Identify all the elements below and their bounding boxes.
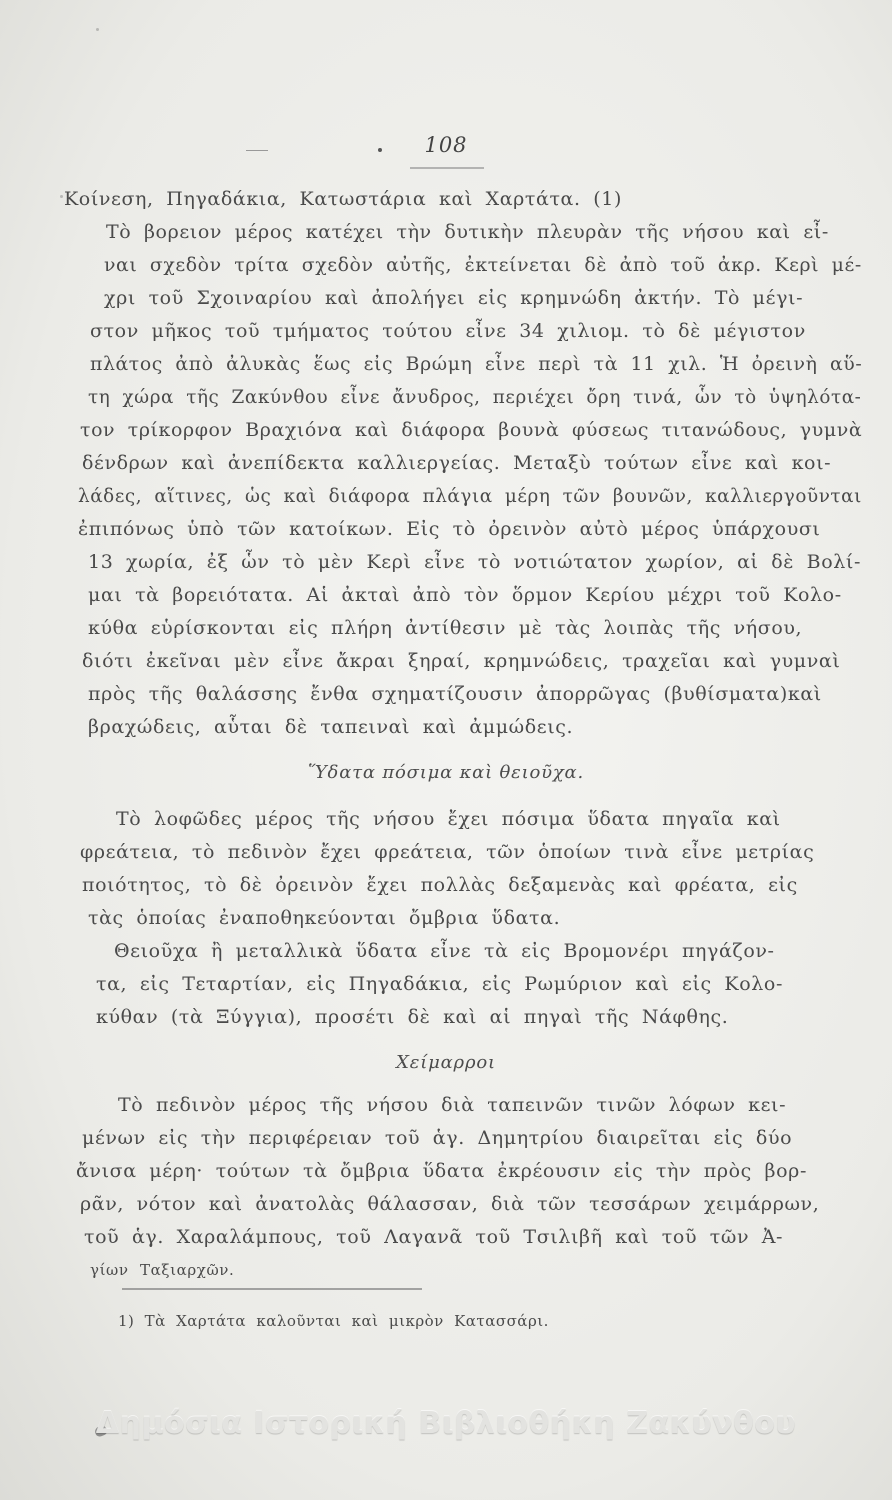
text-line: ποιότητος, τὸ δὲ ὀρεινὸν ἔχει πολλὰς δεξαμενὰς καὶ φρέατα, εἰς [82, 874, 798, 896]
footnote-rule [122, 1288, 422, 1290]
text-line: γίων Ταξιαρχῶν. [90, 1261, 235, 1279]
footnote: 1) Τὰ Χαρτάτα καλοῦνται καὶ μικρὸν Κατασσάρι. [118, 1312, 549, 1330]
text-line: τον τρίκορφον Βραχιόνα καὶ διάφορα βουνὰ φύσεως τιτανώδους, γυμνὰ [80, 419, 863, 441]
text-line: μένων εἰς τὴν περιφέρειαν τοῦ ἁγ. Δημητρίου διαιρεῖται εἰς δύο [82, 1127, 793, 1149]
text-line: ρᾶν, νότον καὶ ἀνατολὰς θάλασσαν, διὰ τῶν τεσσάρων χειμάρρων, [80, 1193, 820, 1215]
paper-speck [60, 195, 63, 198]
text-line: κύθαν (τὰ Ξύγγια), προσέτι δὲ καὶ αἱ πηγαὶ τῆς Νάφθης. [96, 1006, 729, 1028]
text-line: πλάτος ἀπὸ ἀλυκὰς ἕως εἰς Βρώμη εἶνε περὶ τὰ 11 χιλ. Ἡ ὀρεινὴ αὕ- [90, 353, 863, 375]
text-line: Θειοῦχα ἢ μεταλλικὰ ὕδατα εἶνε τὰ εἰς Βρομονέρι πηγάζον- [114, 940, 775, 962]
library-watermark: Δημόσια Ιστορική Βιβλιοθήκη Ζακύνθου [95, 1406, 797, 1441]
text-line: στον μῆκος τοῦ τμήματος τούτου εἶνε 34 χιλιομ. τὸ δὲ μέγιστον [90, 320, 806, 342]
page-number-underline [410, 167, 484, 169]
text-line: βραχώδεις, αὗται δὲ ταπειναὶ καὶ ἀμμώδεις. [88, 716, 574, 738]
paper-speck [96, 28, 99, 31]
text-line: ἄνισα μέρη· τούτων τὰ ὄμβρια ὕδατα ἐκρέουσιν εἰς τὴν πρὸς βορ- [76, 1160, 807, 1182]
text-line: τα, εἰς Τεταρτίαν, εἰς Πηγαδάκια, εἰς Ρωμύριον καὶ εἰς Κολο- [96, 973, 783, 995]
text-line: 13 χωρία, ἐξ ὧν τὸ μὲν Κερὶ εἶνε τὸ νοτιώτατον χωρίον, αἱ δὲ Βολί- [88, 551, 861, 573]
text-line: μαι τὰ βορειότατα. Αἱ ἀκταὶ ἀπὸ τὸν ὅρμον Κερίου μέχρι τοῦ Κολο- [88, 584, 842, 606]
text-line: πρὸς τῆς θαλάσσης ἔνθα σχηματίζουσιν ἀπορρῶγας (βυθίσματα)καὶ [88, 683, 822, 705]
text-line: δένδρων καὶ ἀνεπίδεκτα καλλιεργείας. Μεταξὺ τούτων εἶνε καὶ κοι- [82, 452, 832, 474]
text-line: Τὸ λοφῶδες μέρος τῆς νήσου ἔχει πόσιμα ὕδατα πηγαῖα καὶ [116, 808, 781, 830]
text-line: Κοίνεση, Πηγαδάκια, Κατωστάρια καὶ Χαρτάτα. (1) [64, 188, 622, 210]
text-line: τη χώρα τῆς Ζακύνθου εἶνε ἄνυδρος, περιέχει ὄρη τινά, ὧν τὸ ὑψηλότα- [88, 386, 862, 408]
section-heading: Ὕδατα πόσιμα καὶ θειοῦχα. [307, 762, 585, 783]
text-line: τὰς ὁποίας ἐναποθηκεύονται ὄμβρια ὕδατα. [88, 907, 561, 929]
text-line: φρεάτεια, τὸ πεδινὸν ἔχει φρεάτεια, τῶν ὁποίων τινὰ εἶνε μετρίας [80, 841, 815, 863]
text-line: Τὸ βορειον μέρος κατέχει τὴν δυτικὴν πλευρὰν τῆς νήσου καὶ εἶ- [106, 221, 829, 243]
page-number: 108 [424, 133, 468, 157]
text-line: λάδες, αἵτινες, ὡς καὶ διάφορα πλάγια μέρη τῶν βουνῶν, καλλιεργοῦνται [78, 485, 862, 507]
text-line: διότι ἐκεῖναι μὲν εἶνε ἄκραι ξηραί, κρημνώδεις, τραχεῖαι καὶ γυμναὶ [82, 650, 841, 672]
text-line: κύθα εὑρίσκονται εἰς πλήρη ἀντίθεσιν μὲ τὰς λοιπὰς τῆς νήσου, [88, 617, 803, 639]
text-line: ναι σχεδὸν τρίτα σχεδὸν αὐτῆς, ἐκτείνεται δὲ ἀπὸ τοῦ ἀκρ. Κερὶ μέ- [104, 254, 862, 276]
text-line: χρι τοῦ Σχοιναρίου καὶ ἀπολήγει εἰς κρημνώδη ἀκτήν. Τὸ μέγι- [104, 287, 804, 309]
text-line: ἐπιπόνως ὑπὸ τῶν κατοίκων. Εἰς τὸ ὀρεινὸν αὐτὸ μέρος ὑπάρχουσι [78, 518, 821, 540]
section-heading: Χείμαρροι [396, 1052, 496, 1073]
text-line: τοῦ ἁγ. Χαραλάμπους, τοῦ Λαγανᾶ τοῦ Τσιλιβῆ καὶ τοῦ τῶν Ἀ- [84, 1226, 784, 1248]
text-line: Τὸ πεδινὸν μέρος τῆς νήσου διὰ ταπεινῶν τινῶν λόφων κει- [118, 1094, 787, 1116]
